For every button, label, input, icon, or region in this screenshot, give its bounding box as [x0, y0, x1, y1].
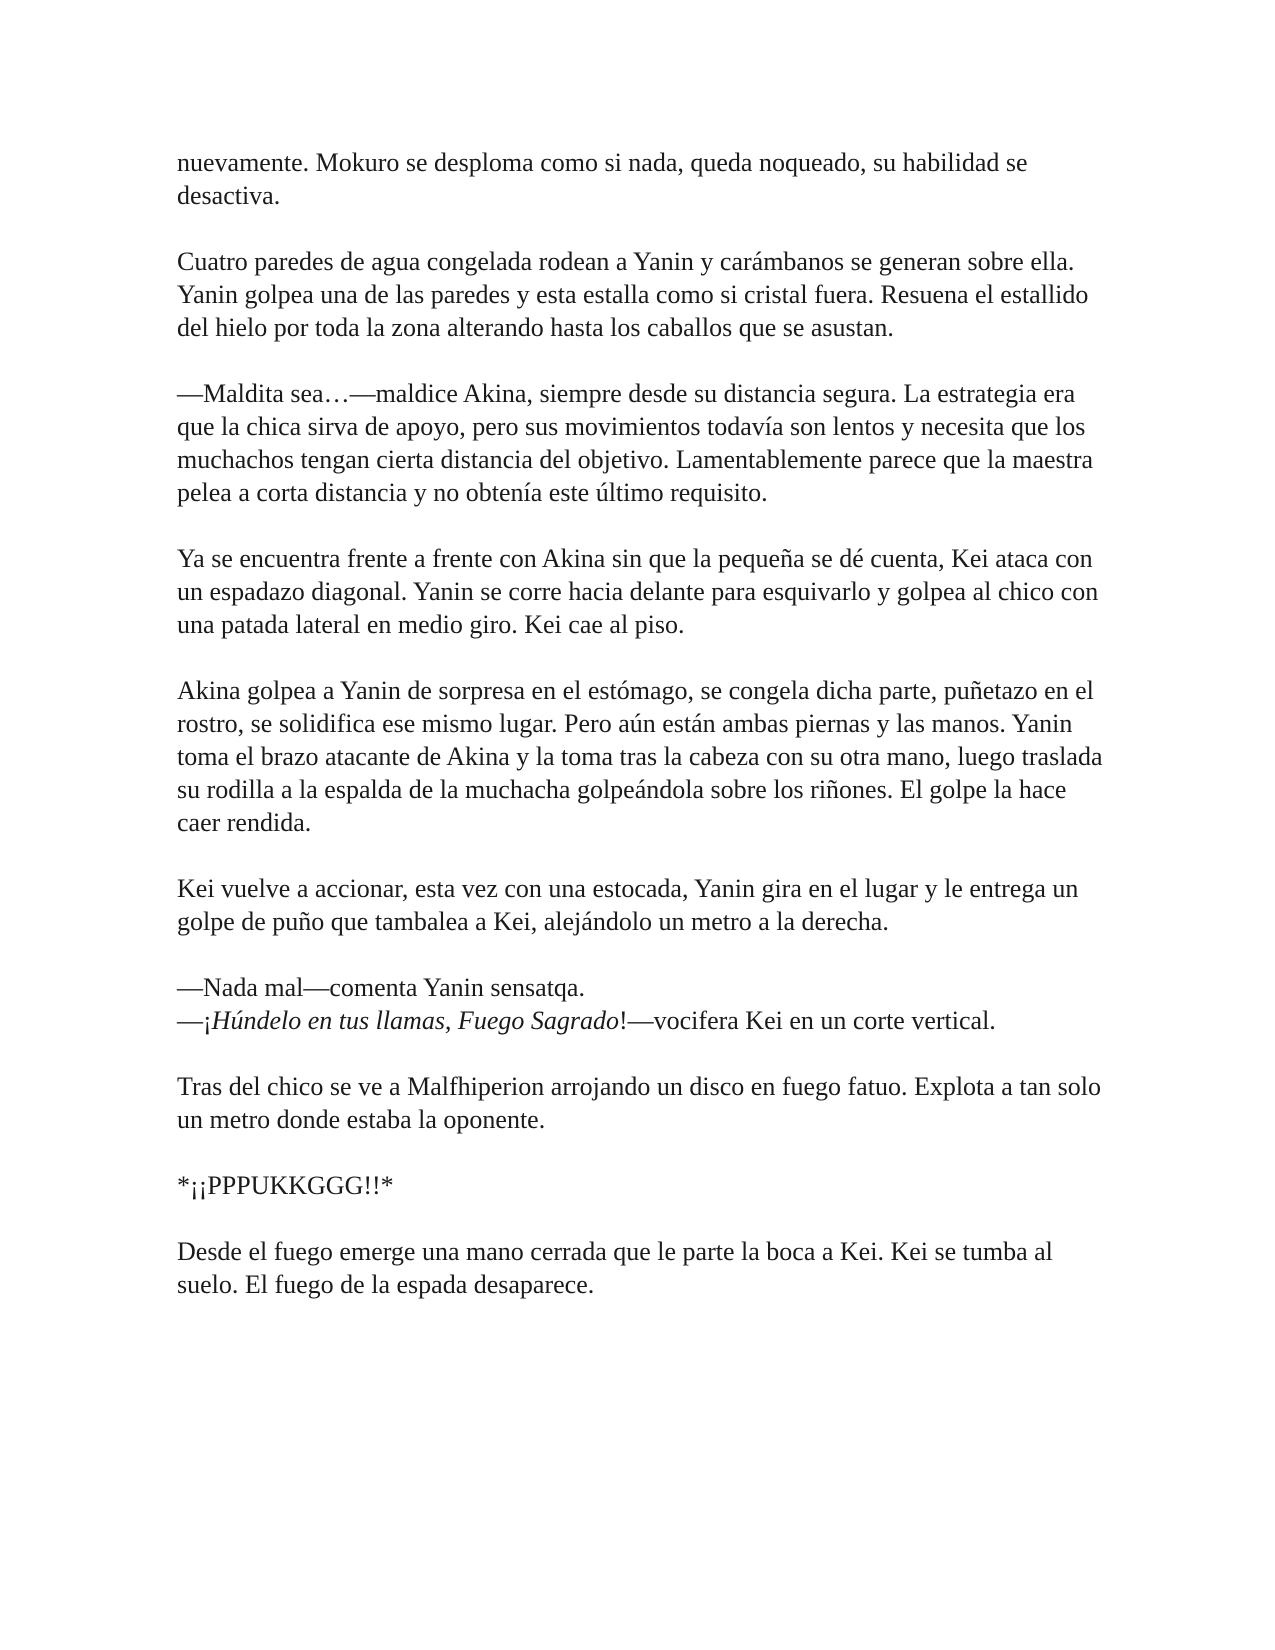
paragraph-6: Kei vuelve a accionar, esta vez con una estocada, Yanin gira en el lugar y le entrega un golpe de puño que tambalea a Kei, alejándolo un metro a la derecha.	[177, 874, 1079, 936]
paragraph-1: nuevamente. Mokuro se desploma como si nada, queda noqueado, su habilidad se desactiva.	[177, 148, 1028, 210]
dialogue-line-2	[177, 1004, 1107, 1037]
paragraph-4: Ya se encuentra frente a frente con Akina sin que la pequeña se dé cuenta, Kei ataca con un espadazo diagonal. Yanin se corre hacia delante para esquivarlo y golpea al chico con una patada lateral en medio giro. Kei cae al piso.	[177, 544, 1099, 639]
dialogue-suffix: !—vocifera Kei en un corte vertical.	[618, 1006, 996, 1035]
body-text	[177, 146, 1107, 1301]
dialogue-prefix: —¡	[177, 1006, 212, 1035]
paragraph-5: Akina golpea a Yanin de sorpresa en el estómago, se congela dicha parte, puñetazo en el rostro, se solidifica ese mismo lugar. Pero aún están ambas piernas y las manos. Yanin toma el brazo atacante de Akina y la toma tras la cabeza con su otra mano, luego traslada su rodilla a la espalda de la muchacha golpeándola sobre los riñones. El golpe la hace caer rendida.	[177, 676, 1103, 837]
paragraph-7: Tras del chico se ve a Malfhiperion arrojando un disco en fuego fatuo. Explota a tan solo un metro donde estaba la oponente.	[177, 1072, 1101, 1134]
sound-effect: *¡¡PPPUKKGGG!!*	[177, 1171, 394, 1200]
paragraph-3: —Maldita sea…—maldice Akina, siempre desde su distancia segura. La estrategia era que la chica sirva de apoyo, pero sus movimientos todavía son lentos y necesita que los muchachos tengan cierta distancia del objetivo. Lamentablemente parece que la maestra pelea a corta distancia y no obtenía este último requisito.	[177, 379, 1094, 507]
paragraph-2: Cuatro paredes de agua congelada rodean a Yanin y carámbanos se generan sobre ella. Yanin golpea una de las paredes y esta estalla como si cristal fuera. Resuena el estallido del hielo por toda la zona alterando hasta los caballos que se asustan.	[177, 247, 1089, 342]
dialogue-italic: Húndelo en tus llamas, Fuego Sagrado	[211, 1006, 619, 1035]
paragraph-8: Desde el fuego emerge una mano cerrada que le parte la boca a Kei. Kei se tumba al suelo. El fuego de la espada desaparece.	[177, 1237, 1053, 1299]
dialogue-line-1: —Nada mal—comenta Yanin sensatqa.	[177, 973, 585, 1002]
